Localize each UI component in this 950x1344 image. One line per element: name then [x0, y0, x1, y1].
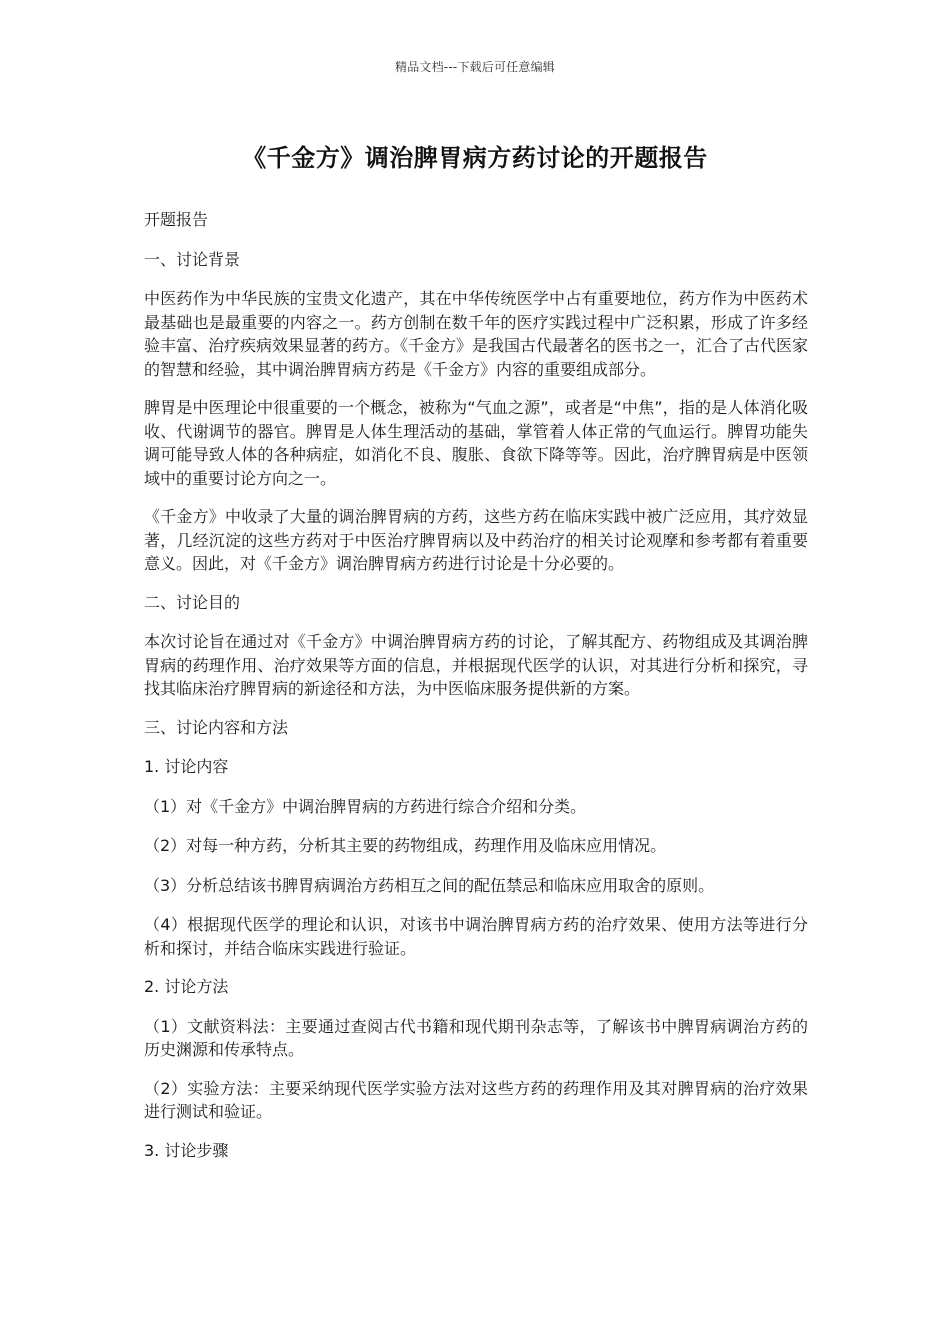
list-item-content-2: （2）对每一种方药，分析其主要的药物组成，药理作用及临床应用情况。: [144, 836, 667, 855]
document-title: 《千金方》调治脾胃病方药讨论的开题报告: [242, 144, 708, 172]
document-body: [144, 208, 808, 1178]
heading-background: 一、讨论背景: [144, 249, 241, 269]
heading-content-methods: 三、讨论内容和方法: [144, 717, 289, 737]
paragraph-report-label: 开题报告: [144, 210, 209, 229]
list-item-method-1: （1）文献资料法：主要通过查阅古代书籍和现代期刊杂志等，了解该书中脾胃病调治方药的历史渊源和传承特点。: [144, 1016, 808, 1059]
header-note: 精品文档---下载后可任意编辑: [395, 60, 555, 74]
list-item-content-1: （1）对《千金方》中调治脾胃病的方药进行综合介绍和分类。: [144, 796, 587, 816]
paragraph-background-1: 中医药作为中华民族的宝贵文化遗产，其在中华传统医学中占有重要地位，药方作为中医药术最基础也是最重要的内容之一。药方创制在数千年的医疗实践过程中广泛积累，形成了许多经验丰富、治疗疾病效果显著的药方。《千金方》是我国古代最著名的医书之一，汇合了古代医家的智慧和经验，其中调治脾胃病方药是《千金方》内容的重要组成部分。: [144, 289, 809, 379]
subheading-methods: 2. 讨论方法: [144, 977, 229, 996]
list-item-method-2: （2）实验方法：主要采纳现代医学实验方法对这些方药的药理作用及其对脾胃病的治疗效果进行测试和验证。: [144, 1078, 808, 1121]
subheading-steps: 3. 讨论步骤: [144, 1140, 229, 1160]
paragraph-purpose: 本次讨论旨在通过对《千金方》中调治脾胃病方药的讨论，了解其配方、药物组成及其调治脾胃病的药理作用、治疗效果等方面的信息，并根据现代医学的认识，对其进行分析和探究，寻找其临床治疗脾胃病的新途径和方法，为中医临床服务提供新的方案。: [144, 632, 808, 698]
subheading-content: 1. 讨论内容: [144, 757, 229, 776]
list-item-content-4: （4）根据现代医学的理论和认识，对该书中调治脾胃病方药的治疗效果、使用方法等进行分析和探讨，并结合临床实践进行验证。: [144, 915, 808, 958]
paragraph-background-2: 脾胃是中医理论中很重要的一个概念，被称为“气血之源”，或者是“中焦”，指的是人体消化吸收、代谢调节的器官。脾胃是人体生理活动的基础，掌管着人体正常的气血运行。脾胃功能失调可能导致人体的各种病症，如消化不良、腹胀、食欲下降等等。因此，治疗脾胃病是中医领域中的重要讨论方向之一。: [144, 398, 808, 488]
heading-purpose: 二、讨论目的: [144, 592, 241, 612]
paragraph-background-3: 《千金方》中收录了大量的调治脾胃病的方药，这些方药在临床实践中被广泛应用，其疗效显著，几经沉淀的这些方药对于中医治疗脾胃病以及中药治疗的相关讨论观摩和参考都有着重要意义。因此，对《千金方》调治脾胃病方药进行讨论是十分必要的。: [144, 507, 808, 573]
list-item-content-3: （3）分析总结该书脾胃病调治方药相互之间的配伍禁忌和临床应用取舍的原则。: [144, 875, 715, 895]
